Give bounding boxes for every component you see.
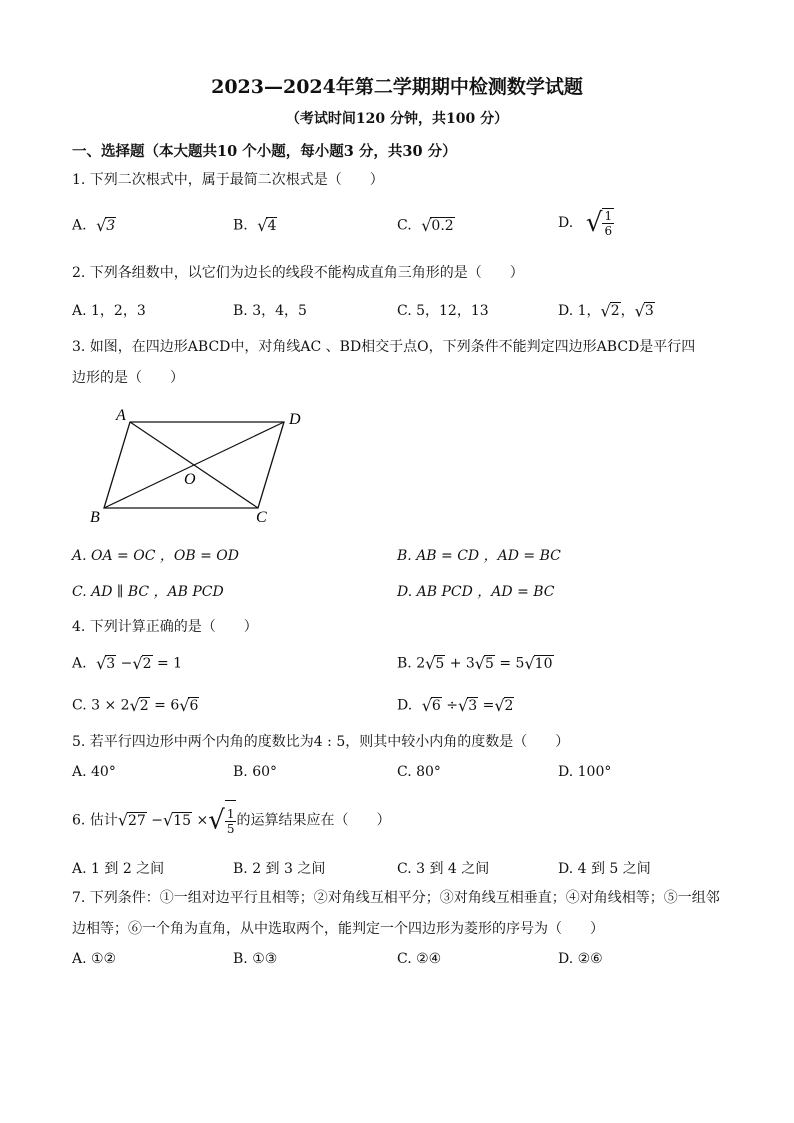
q6-stem-prefix: 6. 估计 — [72, 812, 118, 829]
question-6-stem — [72, 800, 732, 841]
operator: − — [151, 812, 164, 829]
operator: = — [482, 697, 495, 714]
question-4-stem: 4. 下列计算正确的是（ ） — [72, 619, 258, 635]
question-7-stem-line1: 7. 下列条件：①一组对边平行且相等；②对角线互相平分；③对角线互相垂直；④对角线相等；⑤一组邻 — [72, 890, 720, 906]
radicand: 15 — [173, 812, 192, 829]
separator: ， — [620, 303, 635, 319]
question-3-options-row1 — [72, 545, 732, 571]
radical-sign-icon: √ — [252, 216, 268, 235]
q5-option-d: D. 100° — [558, 764, 612, 780]
question-4-options-row2 — [72, 696, 732, 722]
q4-option-c-label: C. — [72, 697, 87, 714]
vertex-label-a: A — [116, 407, 126, 424]
q3-option-b: B. AB = CD ，AD = BC — [397, 548, 561, 564]
radical-sign-icon: √ — [577, 208, 603, 238]
radical-sign-icon: √ — [634, 301, 645, 321]
vertex-label-b: B — [90, 509, 100, 526]
intersection-label-o: O — [184, 471, 196, 488]
radical-sign-icon: √ — [425, 654, 436, 673]
q7-option-a: A. ①② — [72, 951, 117, 967]
fraction-radicand — [225, 800, 237, 841]
q2-option-c: C. 5，12，13 — [397, 303, 489, 319]
radical-sign-icon: √ — [132, 654, 143, 673]
q4-option-b-label: B. — [397, 655, 412, 672]
q6-option-b: B. 2 到 3 之间 — [233, 861, 326, 877]
question-1-options — [72, 208, 732, 242]
question-6-options — [72, 858, 732, 884]
q6-option-c: C. 3 到 4 之间 — [397, 861, 490, 877]
q1-option-c-radicand: 0.2 — [431, 217, 454, 234]
radicand: 3 — [468, 697, 478, 714]
q4-option-a — [72, 654, 182, 673]
fraction-numerator: 1 — [604, 209, 613, 223]
q1-option-c-label: C. — [397, 217, 412, 234]
q6-option-a: A. 1 到 2 之间 — [72, 861, 165, 877]
result: = 1 — [156, 655, 183, 672]
q1-option-d-label: D. — [558, 215, 574, 231]
diagonal-bd — [104, 422, 284, 508]
q2-option-b: B. 3，4，5 — [233, 303, 307, 319]
q1-option-c — [397, 216, 455, 235]
question-3-stem-line2: 边形的是（ ） — [72, 370, 184, 386]
question-3-options-row2 — [72, 581, 732, 607]
q6-stem-suffix: 的运算结果应在（ ） — [236, 812, 391, 829]
exam-duration-note: （考试时间120 分钟，共100 分） — [285, 111, 509, 127]
radicand: 5 — [435, 655, 445, 672]
q4-option-c — [72, 696, 199, 715]
parallelogram-figure — [88, 404, 318, 534]
q3-option-d: D. AB PCD ，AD = BC — [397, 584, 555, 600]
radical-sign-icon: √ — [494, 696, 505, 715]
radical-sign-icon: √ — [474, 654, 485, 673]
question-3-stem-line1: 3. 如图，在四边形ABCD中，对角线AC 、BD相交于点O，下列条件不能判定四边形ABCD是平行四 — [72, 339, 696, 355]
q1-option-a-label: A. — [72, 217, 87, 234]
q1-option-b-radicand: 4 — [267, 217, 277, 234]
q1-option-b — [233, 216, 277, 235]
question-2-stem: 2. 下列各组数中，以它们为边长的线段不能构成直角三角形的是（ ） — [72, 265, 524, 281]
operator: − — [120, 655, 133, 672]
q1-option-b-label: B. — [233, 217, 248, 234]
result: = 5 — [499, 655, 525, 672]
radicand: 3 — [644, 303, 654, 319]
operator: × — [196, 812, 209, 829]
result: = 6 — [154, 697, 180, 714]
section-heading: 一、选择题（本大题共10 个小题，每小题3 分，共30 分） — [72, 143, 457, 160]
q7-option-c: C. ②④ — [397, 951, 442, 967]
question-4-options-row1 — [72, 654, 732, 680]
q5-option-a: A. 40° — [72, 764, 116, 780]
coefficient: 2 — [416, 655, 426, 672]
q2-option-a: A. 1，2，3 — [72, 303, 146, 319]
operator: ÷ — [446, 697, 459, 714]
radicand: 10 — [534, 655, 553, 672]
q1-option-a-radicand: 3 — [106, 217, 116, 234]
q3-option-a: A. OA = OC ，OB = OD — [72, 548, 239, 564]
radical-sign-icon: √ — [117, 810, 129, 830]
radicand: 3 — [106, 655, 116, 672]
radicand: 6 — [431, 697, 441, 714]
q7-option-d: D. ②⑥ — [558, 951, 603, 967]
radical-sign-icon: √ — [91, 654, 107, 673]
radical-sign-icon: √ — [179, 696, 190, 715]
q7-option-b: B. ①③ — [233, 951, 278, 967]
radical-sign-icon: √ — [163, 810, 174, 830]
q1-option-a — [72, 216, 116, 235]
page-title: 2023—2024年第二学期期中检测数学试题 — [211, 76, 583, 98]
question-5-stem: 5. 若平行四边形中两个内角的度数比为4 : 5，则其中较小内角的度数是（ ） — [72, 734, 570, 750]
q1-option-d-radicand — [602, 208, 614, 238]
radical-sign-icon: √ — [91, 216, 107, 235]
question-1-stem: 1. 下列二次根式中，属于最简二次根式是（ ） — [72, 172, 384, 188]
coefficient: 3 × 2 — [91, 697, 130, 714]
q5-option-c: C. 80° — [397, 764, 441, 780]
q4-option-d — [397, 696, 514, 715]
q2-option-d-text: D. 1， — [558, 303, 601, 319]
radicand: 2 — [139, 697, 149, 714]
q3-option-c: C. AD ∥ BC ，AB PCD — [72, 584, 224, 600]
q4-option-b — [397, 654, 554, 673]
fraction-denominator: 6 — [604, 224, 613, 238]
radicand: 5 — [485, 655, 494, 672]
radical-sign-icon: √ — [416, 696, 432, 715]
q2-option-d — [558, 300, 655, 321]
q1-option-d — [558, 208, 614, 238]
radicand: 6 — [189, 697, 199, 714]
fraction-denominator: 5 — [226, 821, 235, 836]
vertex-label-d: D — [289, 411, 301, 428]
radicand: 27 — [128, 812, 146, 829]
q4-option-a-label: A. — [72, 655, 87, 672]
question-7-options — [72, 951, 732, 977]
q5-option-b: B. 60° — [233, 764, 278, 780]
radical-sign-icon: √ — [208, 805, 225, 836]
q6-option-d: D. 4 到 5 之间 — [558, 861, 651, 877]
operator: + 3 — [449, 655, 475, 672]
radical-sign-icon: √ — [129, 696, 140, 715]
radicand: 2 — [610, 303, 620, 319]
radicand: 2 — [504, 697, 514, 714]
vertex-label-c: C — [256, 509, 267, 526]
radical-sign-icon: √ — [600, 301, 611, 321]
radical-sign-icon: √ — [416, 216, 432, 235]
radical-sign-icon: √ — [524, 654, 535, 673]
question-2-options — [72, 300, 732, 326]
radicand: 2 — [142, 655, 152, 672]
radical-sign-icon: √ — [458, 696, 469, 715]
fraction-numerator: 1 — [226, 806, 235, 821]
question-5-options — [72, 764, 732, 790]
q4-option-d-label: D. — [397, 697, 413, 714]
question-7-stem-line2: 边相等；⑥一个角为直角，从中选取两个，能判定一个四边形为菱形的序号为（ ） — [72, 921, 604, 937]
